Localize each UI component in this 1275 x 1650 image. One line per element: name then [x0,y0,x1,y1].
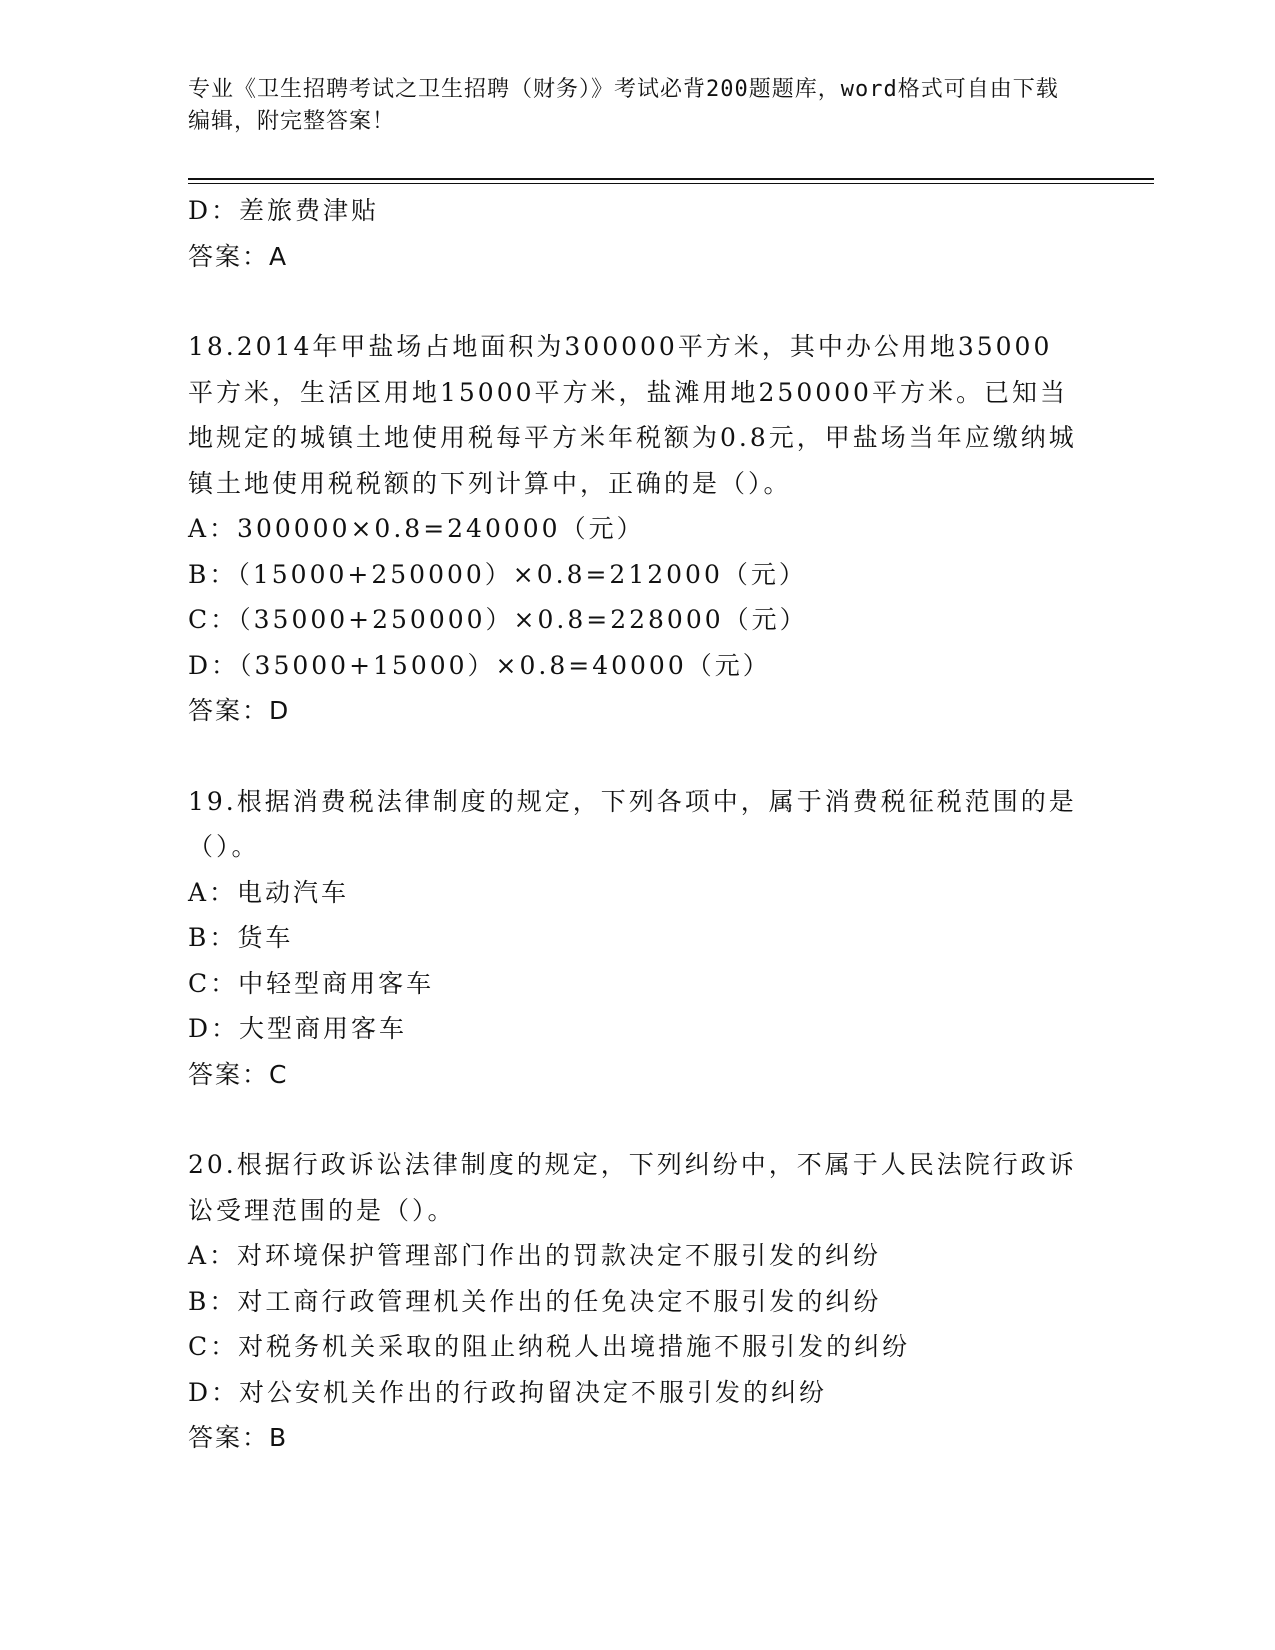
question-18 [188,324,1078,734]
question-text: 19.根据消费税法律制度的规定，下列各项中，属于消费税征税范围的是（）。 [188,786,1077,861]
option-d: D：大型商用客车 [188,1014,408,1043]
option-b: B：（15000+250000）×0.8=212000（元） [188,559,807,589]
question-text: 18.2014年甲盐场占地面积为300000平方米，其中办公用地35000平方米，生活区用地15000平方米，盐滩用地250000平方米。已知当地规定的城镇土地使用税每平方米年税额为0.8元，甲盐场当年应缴纳城镇土地使用税税额的下列计算中，正确的是（）。 [188,332,1077,498]
option-c: C：（35000+250000）×0.8=228000（元） [188,605,808,634]
option-b: B：对工商行政管理机关作出的任免决定不服引发的纠纷 [188,1286,882,1316]
question-text: 20.根据行政诉讼法律制度的规定，下列纠纷中，不属于人民法院行政诉讼受理范围的是（）。 [188,1150,1077,1225]
option-a: A：对环境保护管理部门作出的罚款决定不服引发的纠纷 [188,1241,882,1270]
prev-option-d: D：差旅费津贴 [188,196,380,225]
spacer [188,1097,1078,1142]
option-c: C：对税务机关采取的阻止纳税人出境措施不服引发的纠纷 [188,1332,911,1361]
question-20 [188,1142,1078,1461]
prev-answer: 答案：A [188,241,289,271]
spacer [188,279,1078,324]
answer: 答案：C [188,1059,289,1089]
spacer [188,734,1078,779]
header-divider-thick [188,178,1154,180]
option-c: C：中轻型商用客车 [188,968,435,998]
answer: 答案：D [188,696,291,725]
option-a: A：300000×0.8=240000（元） [188,514,645,543]
document-header: 专业《卫生招聘考试之卫生招聘（财务）》考试必背200题题库，word格式可自由下载编辑，附完整答案！ [188,77,1059,134]
option-d: D：对公安机关作出的行政拘留决定不服引发的纠纷 [188,1377,828,1407]
option-b: B：货车 [188,923,294,952]
option-a: A：电动汽车 [188,877,350,907]
answer: 答案：B [188,1423,289,1452]
question-19 [188,779,1078,1098]
question-list [188,188,1078,1461]
option-d: D：（35000+15000）×0.8=40000（元） [188,650,771,680]
header-divider-thin [188,183,1154,184]
